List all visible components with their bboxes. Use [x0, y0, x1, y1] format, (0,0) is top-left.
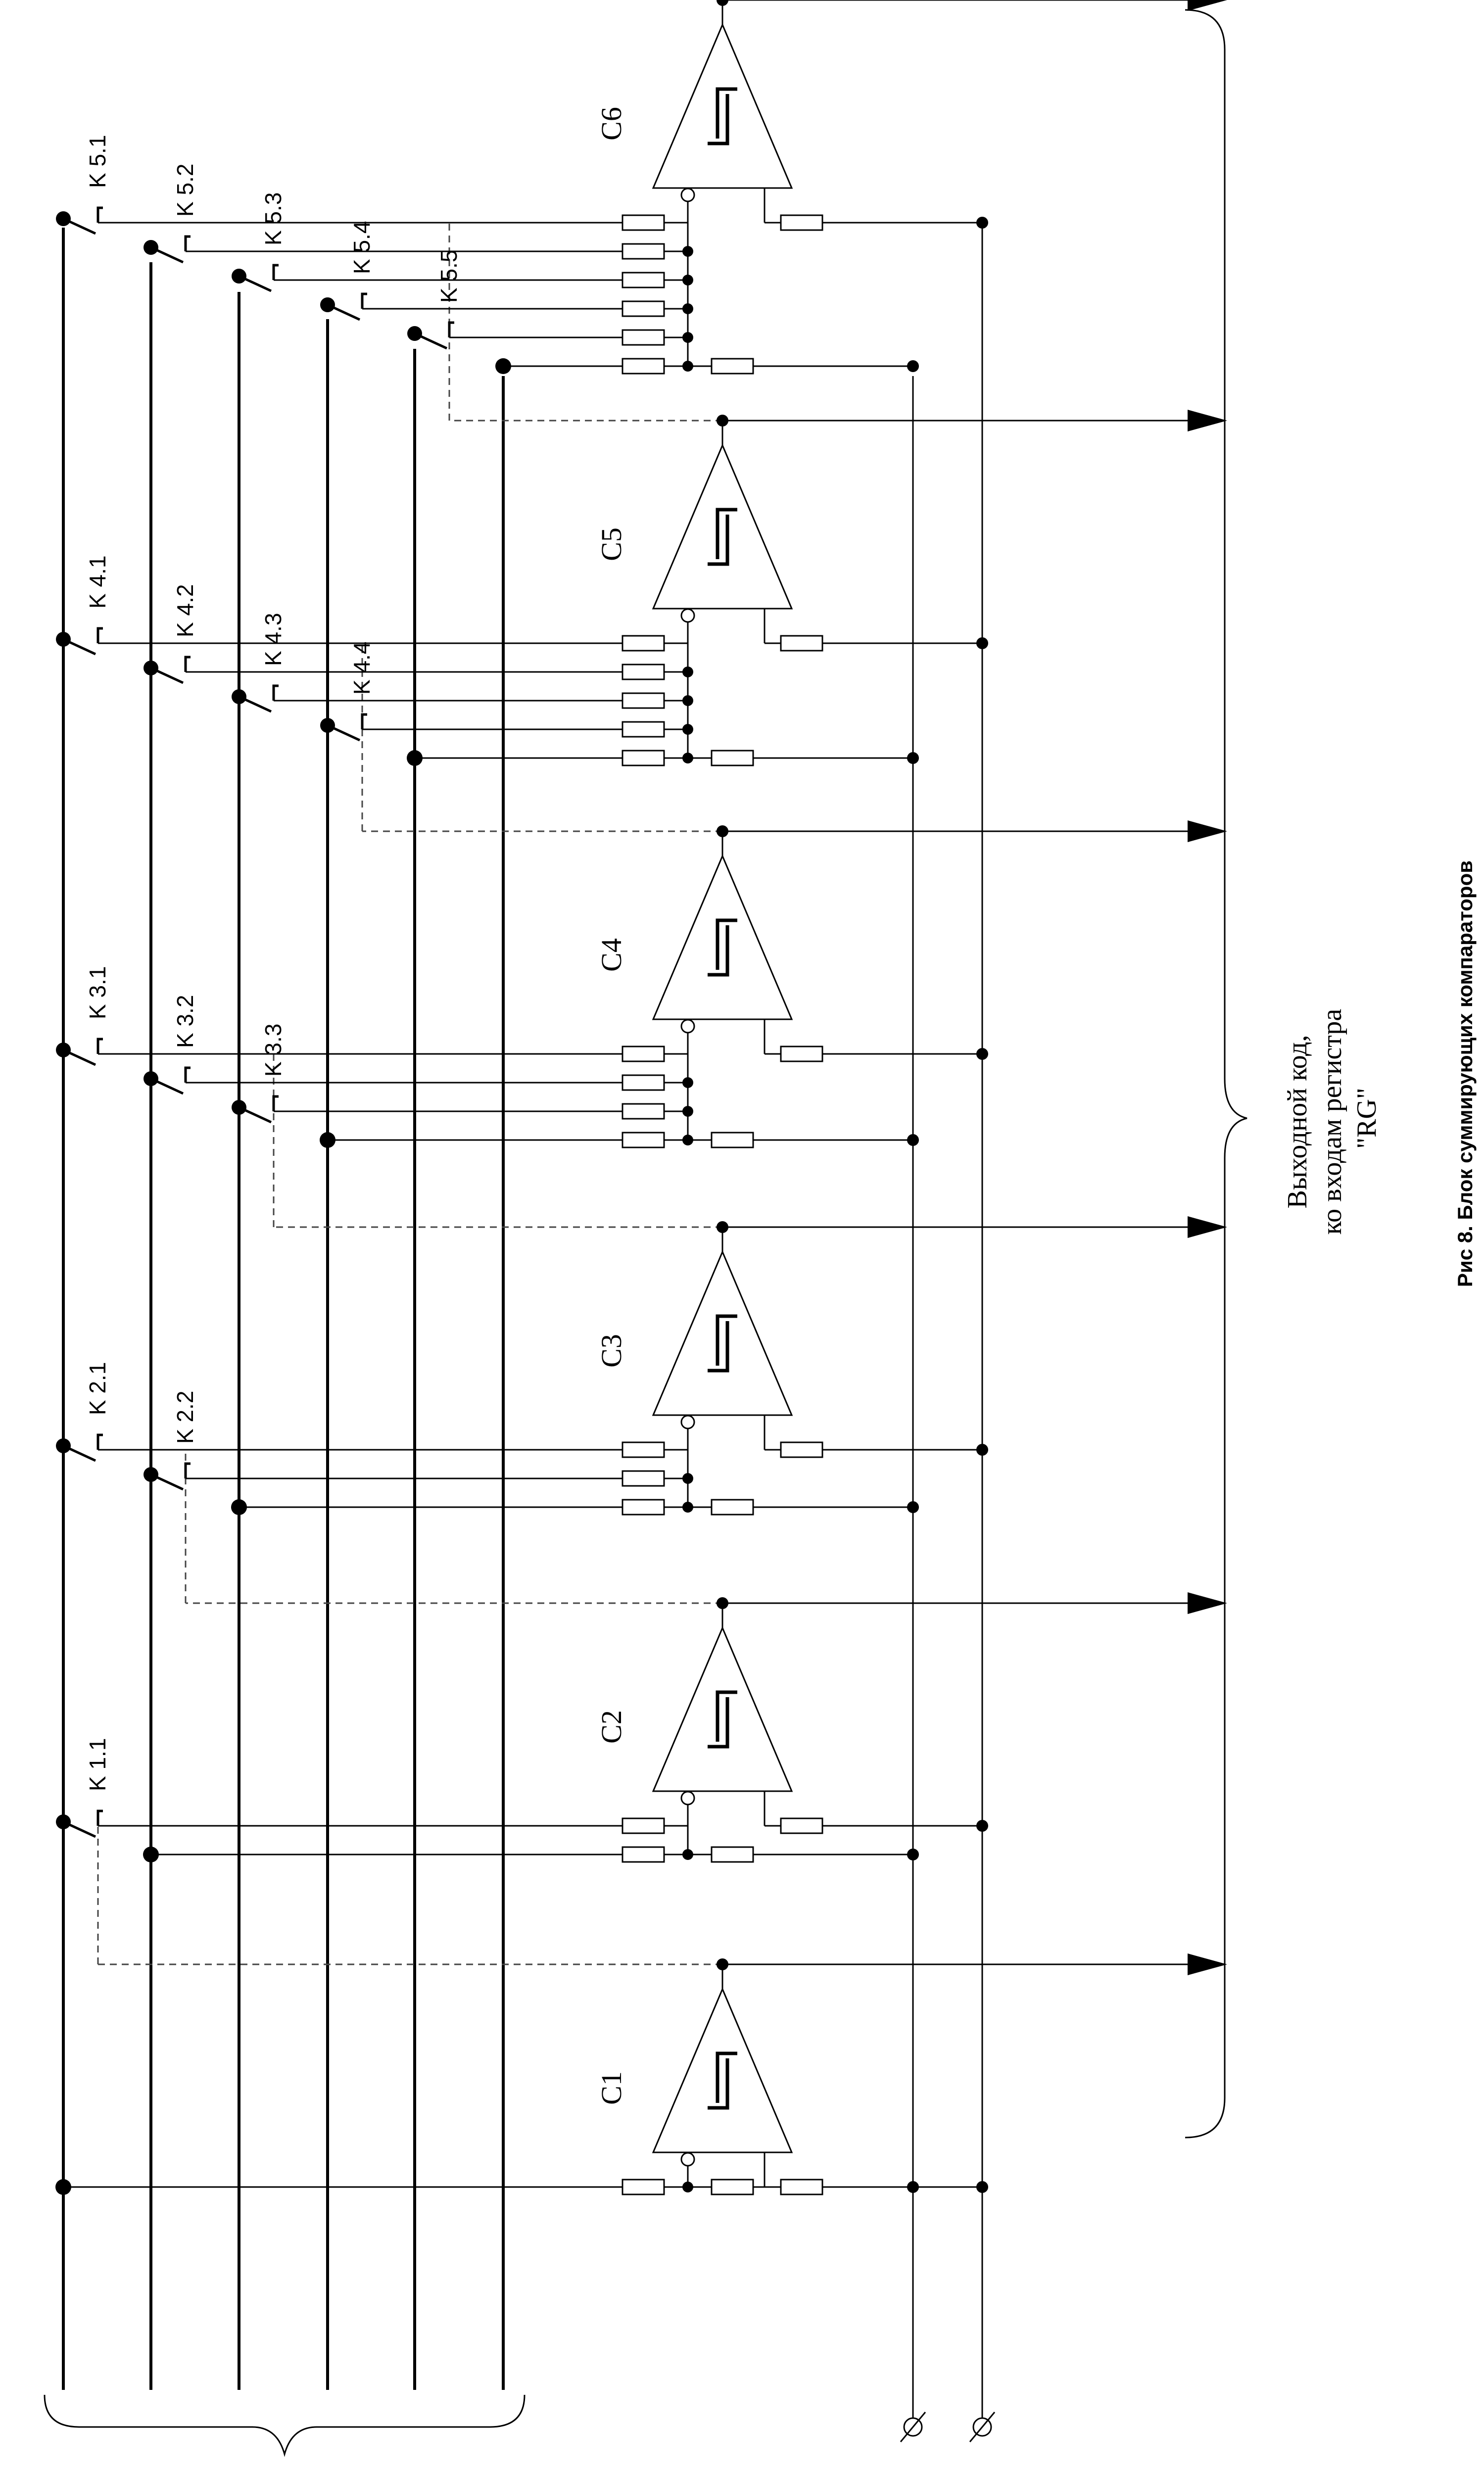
summing-resistor: [622, 636, 664, 651]
bus-junction: [682, 666, 693, 677]
bus-junction: [682, 275, 693, 285]
output-junction: [717, 825, 728, 837]
bus-junction: [682, 724, 693, 735]
common-junction: [907, 752, 919, 764]
switch-label: K 3.2: [172, 995, 198, 1048]
switch-contact: [63, 208, 103, 234]
summing-resistor: [622, 722, 664, 737]
input-resistor: [781, 636, 822, 651]
inverting-input: [681, 609, 694, 622]
output-arrow: [1188, 820, 1227, 842]
switch-label: K 5.5: [436, 249, 462, 303]
summing-resistor: [622, 273, 664, 287]
switch-label: K 5.1: [85, 135, 110, 188]
bus-junction: [682, 246, 693, 257]
bus-junction: [682, 1106, 693, 1117]
switch-contact: [328, 714, 367, 740]
switch-label: K 5.2: [172, 163, 198, 217]
inverting-input: [681, 1020, 694, 1033]
rail-tap: [407, 750, 423, 766]
measuring-junction: [976, 1820, 988, 1832]
common-junction: [907, 1134, 919, 1146]
common-wire-label: [812, 2472, 877, 2474]
switch-label: K 4.4: [349, 641, 375, 695]
inverting-input: [681, 1416, 694, 1428]
bus-junction: [682, 1849, 693, 1860]
comparator-label-c6: C6: [595, 107, 627, 141]
comparator-label-c2: C2: [595, 1710, 627, 1744]
comparator-label-c3: C3: [595, 1334, 627, 1368]
switch-label: K 4.2: [172, 584, 198, 637]
summing-resistor: [622, 665, 664, 679]
switch-label: K 1.1: [85, 1738, 110, 1791]
switch-label: K 2.1: [85, 1362, 110, 1415]
measuring-junction: [976, 1444, 988, 1456]
rail-tap: [495, 358, 511, 374]
summing-resistor: [622, 301, 664, 316]
output-arrow: [1188, 0, 1227, 11]
summing-resistor: [622, 751, 664, 765]
bus-junction: [682, 695, 693, 706]
output-junction: [717, 1597, 728, 1609]
measuring-junction: [976, 2181, 988, 2193]
switch-label: K 5.4: [349, 221, 375, 274]
summing-resistor: [622, 1471, 664, 1486]
summing-resistor: [622, 1104, 664, 1119]
feedback-resistor: [712, 1847, 753, 1862]
comparator-triangle: [653, 445, 792, 609]
comparator-triangle: [653, 1628, 792, 1791]
input-resistor: [781, 2180, 822, 2194]
rail-tap: [231, 1499, 247, 1515]
switch-contact: [63, 1811, 103, 1837]
output-junction: [717, 415, 728, 427]
inverting-input: [681, 2153, 694, 2166]
bus-junction: [682, 303, 693, 314]
common-junction: [907, 1849, 919, 1860]
switch-contact: [151, 657, 191, 683]
summing-resistor: [622, 1500, 664, 1515]
switch-label: K 4.1: [85, 555, 110, 609]
output-junction: [717, 1958, 728, 1970]
switch-label: K 2.2: [172, 1390, 198, 1444]
common-junction: [907, 360, 919, 372]
measuring-junction: [976, 1048, 988, 1060]
comparator-label-c4: C4: [595, 938, 627, 972]
bus-junction: [682, 1473, 693, 1484]
switch-contact: [63, 1039, 103, 1065]
switch-label: K 4.3: [260, 613, 286, 666]
rail-tap: [320, 1132, 335, 1148]
feedback-resistor: [712, 1133, 753, 1147]
switch-label: K 3.3: [260, 1023, 286, 1077]
output-arrow: [1188, 410, 1227, 431]
comparator-triangle: [653, 25, 792, 188]
input-resistor: [781, 215, 822, 230]
input-resistor: [781, 1818, 822, 1833]
output-arrow: [1188, 1216, 1227, 1238]
output-code-label: Выходной код, ко входам регистра "RG": [1282, 1008, 1382, 1235]
measuring-junction: [976, 217, 988, 229]
bus-junction: [682, 2182, 693, 2192]
summing-resistor: [622, 1133, 664, 1147]
summing-resistor: [622, 244, 664, 259]
feedback-resistor: [712, 359, 753, 374]
switch-contact: [63, 1435, 103, 1461]
summing-resistor: [622, 359, 664, 374]
feedback-resistor: [712, 1500, 753, 1515]
summing-resistor: [622, 1818, 664, 1833]
summing-resistor: [622, 215, 664, 230]
summing-resistor: [622, 2180, 664, 2194]
switch-contact: [151, 237, 191, 262]
input-resistor: [781, 1047, 822, 1061]
bus-junction: [682, 332, 693, 343]
comparator-label-c1: C1: [595, 2071, 627, 2105]
reference-brace: [45, 2395, 525, 2454]
feedback-resistor: [712, 751, 753, 765]
measuring-input-label: [1007, 2472, 1073, 2474]
switch-contact: [239, 686, 279, 712]
comparator-label-c5: C5: [595, 527, 627, 561]
bus-junction: [682, 1135, 693, 1145]
switch-label: K 3.1: [85, 966, 110, 1019]
switch-contact: [239, 1096, 279, 1122]
switch-contact: [415, 323, 454, 348]
switch-contact: [328, 294, 367, 320]
output-arrow: [1188, 1953, 1227, 1975]
summing-resistor: [622, 330, 664, 345]
bus-junction: [682, 361, 693, 372]
output-brace: [1185, 10, 1247, 2138]
switch-contact: [151, 1464, 191, 1489]
summing-resistor: [622, 1075, 664, 1090]
summing-resistor: [622, 1442, 664, 1457]
rail-tap: [55, 2179, 71, 2195]
common-junction: [907, 2181, 919, 2193]
switch-contact: [63, 628, 103, 654]
inverting-input: [681, 1792, 694, 1805]
switch-contact: [239, 265, 279, 291]
summing-resistor: [622, 693, 664, 708]
input-resistor: [781, 1442, 822, 1457]
output-junction: [717, 0, 728, 6]
measuring-junction: [976, 637, 988, 649]
summing-resistor: [622, 1047, 664, 1061]
feedback-resistor: [712, 2180, 753, 2194]
switch-label: K 5.3: [260, 192, 286, 245]
switch-contact: [151, 1068, 191, 1094]
output-junction: [717, 1221, 728, 1233]
bus-junction: [682, 1077, 693, 1088]
summing-resistor: [622, 1847, 664, 1862]
inverting-input: [681, 189, 694, 201]
comparator-triangle: [653, 1989, 792, 2152]
comparator-triangle: [653, 1252, 792, 1415]
output-arrow: [1188, 1592, 1227, 1614]
comparator-triangle: [653, 856, 792, 1019]
common-junction: [907, 1501, 919, 1513]
figure-caption: Рис 8. Блок суммирующих компараторов: [1453, 860, 1477, 1287]
bus-junction: [682, 1502, 693, 1513]
labels-layer: [85, 107, 1477, 2474]
rail-tap: [143, 1847, 159, 1862]
bus-junction: [682, 753, 693, 763]
